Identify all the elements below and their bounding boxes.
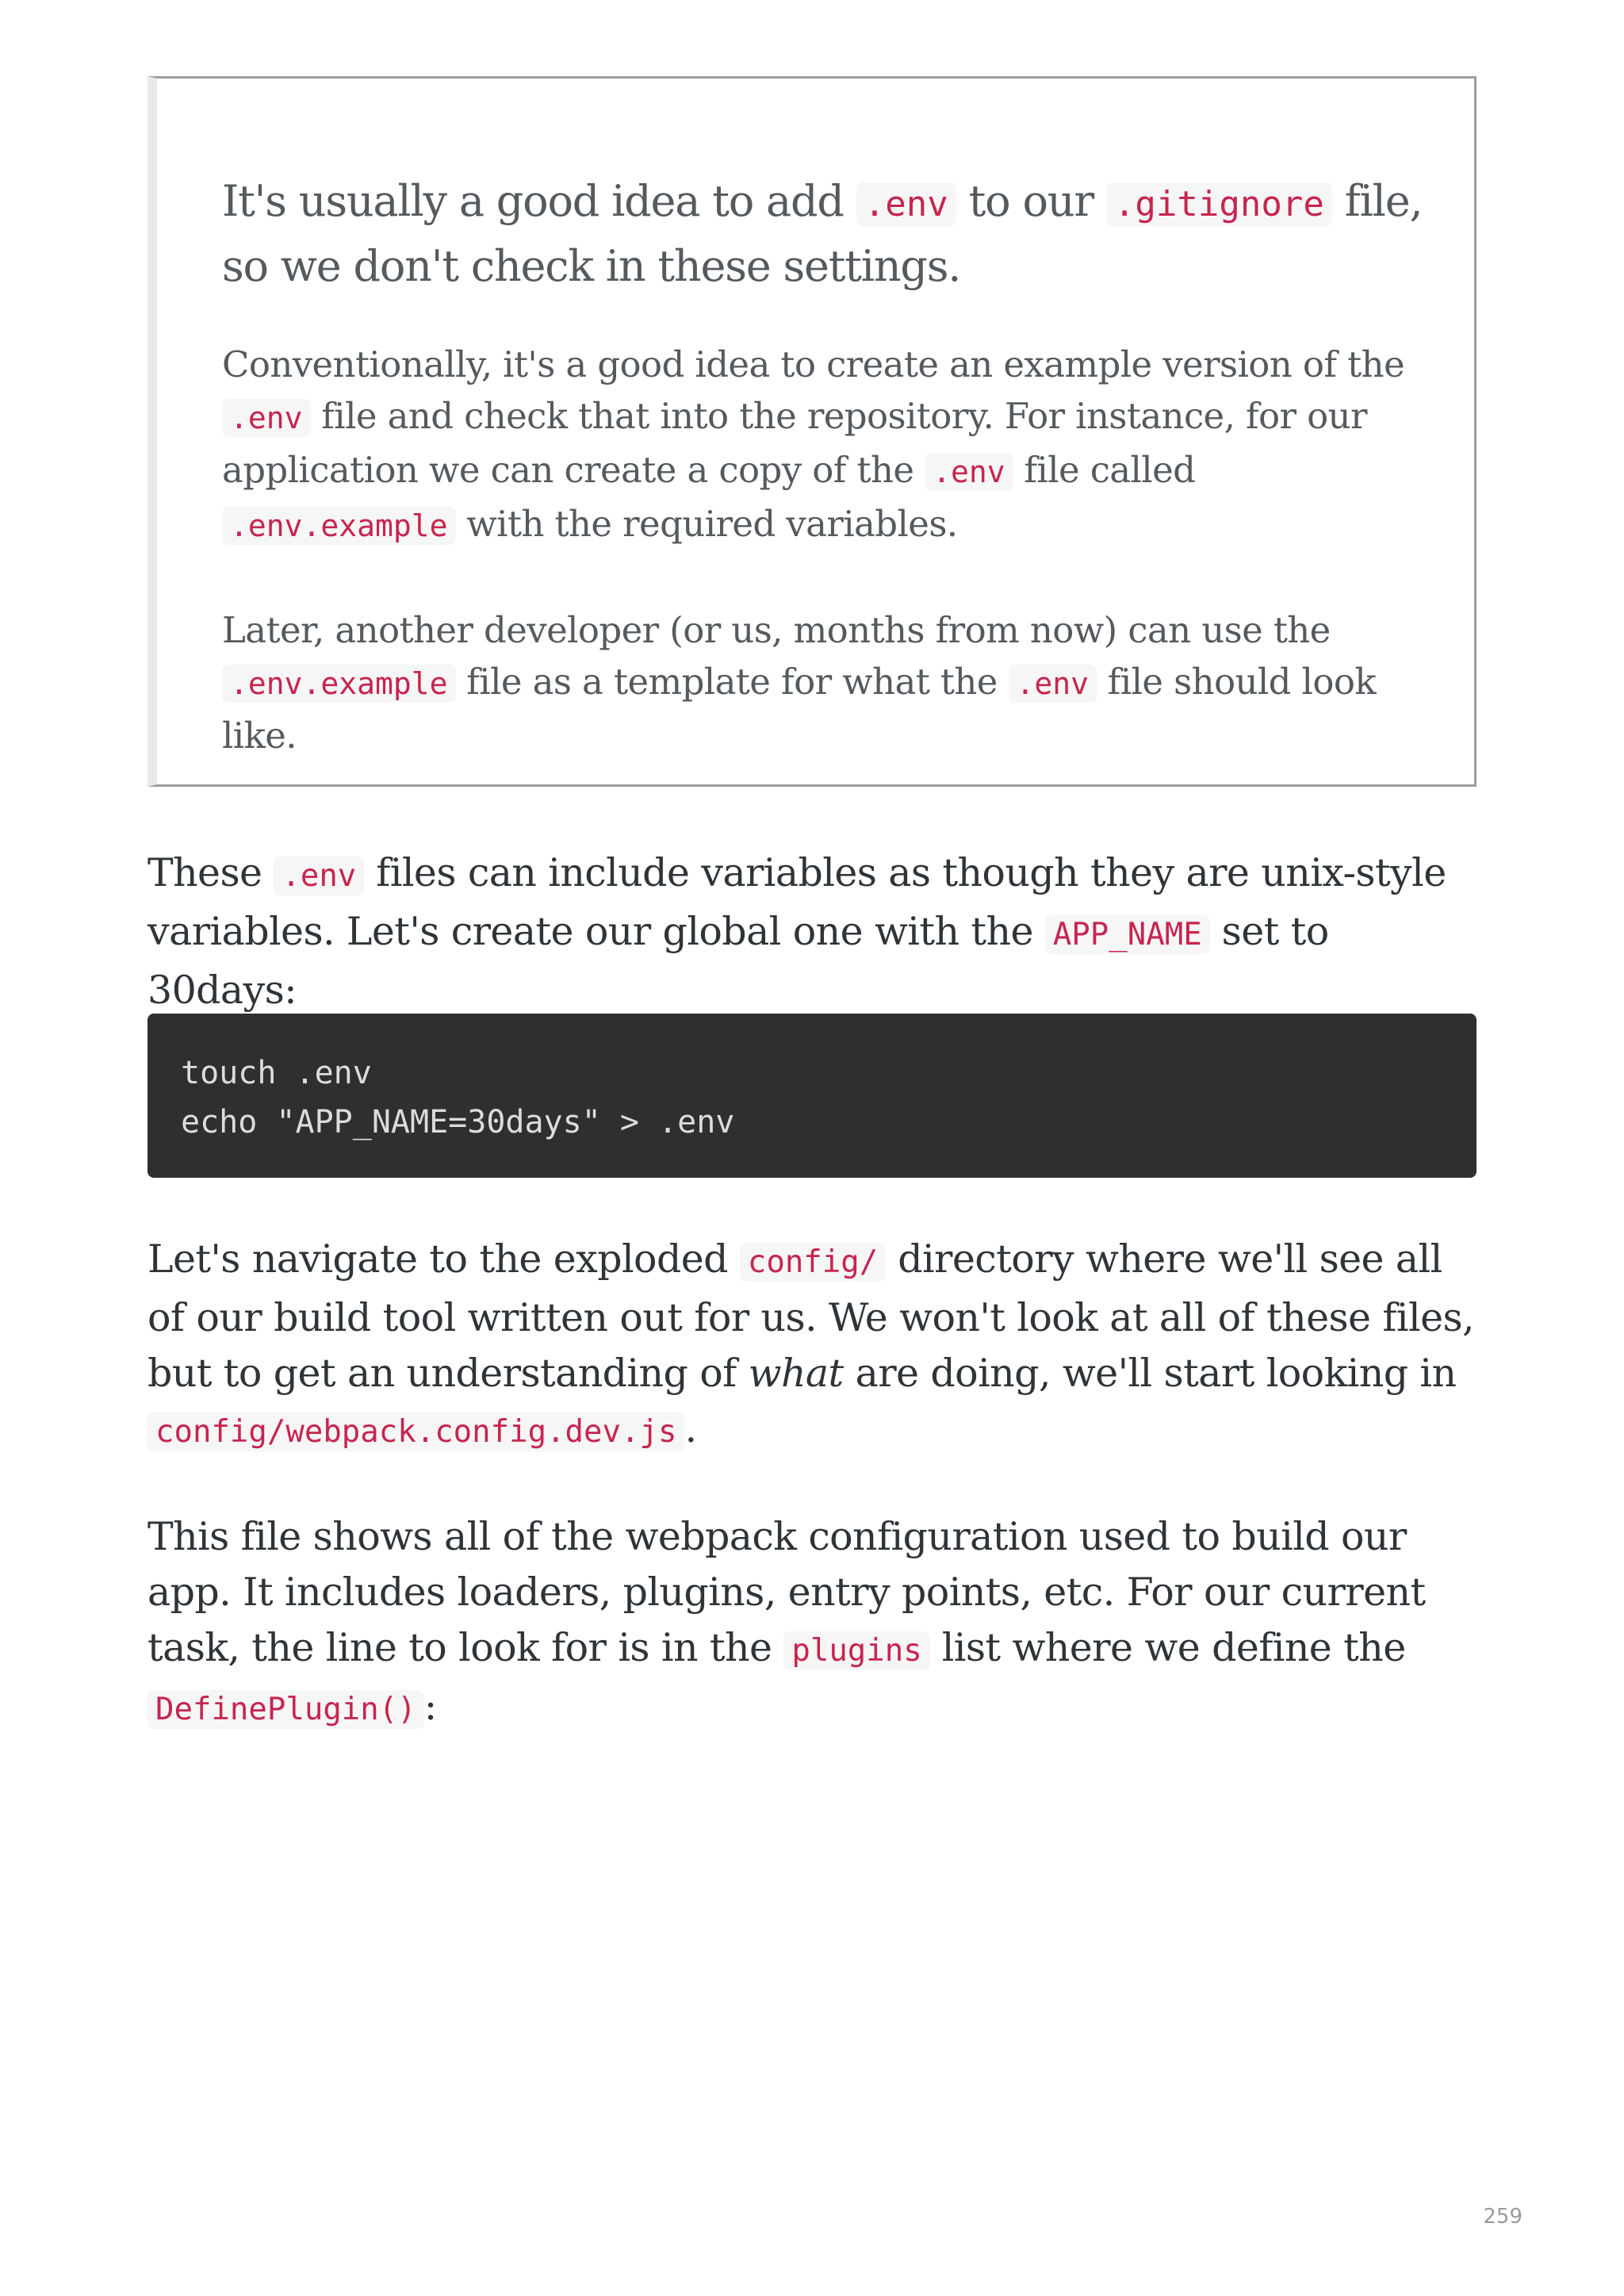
inline-code: .env [856, 182, 956, 226]
tip-paragraph [222, 339, 1427, 552]
code-line: echo "APP_NAME=30days" > .env [181, 1104, 735, 1140]
emphasis-text: what [748, 1351, 844, 1396]
text-run: are doing, we'll start looking in [843, 1351, 1457, 1396]
inline-code: .gitignore [1106, 182, 1332, 226]
text-run: list where we define the [929, 1625, 1406, 1670]
inline-code: .env.example [222, 665, 456, 703]
inline-code: plugins [783, 1631, 929, 1670]
text-run: Let's navigate to the exploded [147, 1236, 740, 1282]
text-run: Later, another developer (or us, months from now) can use the [222, 609, 1331, 651]
tip-callout [147, 76, 1477, 787]
text-run: to our [956, 176, 1106, 226]
inline-code: .env [925, 453, 1013, 491]
text-run: file, so we don't check in these settings. [222, 176, 1423, 291]
text-run: with the required variables. [455, 503, 958, 545]
text-run: file called [1013, 449, 1196, 491]
text-run: directory where we'll see all of our build tool written out for us. We won't look at all of these files, but to get an understanding of [147, 1236, 1474, 1396]
tip-lead-text [222, 171, 1427, 297]
inline-code: APP_NAME [1045, 915, 1210, 954]
text-run: : [423, 1684, 437, 1729]
inline-code: config/webpack.config.dev.js [147, 1412, 684, 1451]
text-run: These [147, 850, 274, 895]
text-run: file and check that into the repository. For instance, for our application we can create a copy of the [222, 395, 1367, 491]
text-run: Conventionally, it's a good idea to create an example version of the [222, 343, 1405, 385]
text-run: This file shows all of the webpack configuration used to build our app. It includes loaders, plugins, entry points, etc. For our current task, the line to look for is in the [147, 1514, 1426, 1670]
inline-code: .env [1009, 665, 1097, 703]
body-paragraph [147, 845, 1477, 1018]
text-run: . [684, 1406, 697, 1451]
text-run: file as a template for what the [455, 661, 1009, 703]
body-paragraph [147, 1509, 1477, 1738]
page-number: 259 [1483, 2205, 1522, 2229]
inline-code: .env [274, 857, 364, 895]
inline-code: config/ [740, 1243, 886, 1282]
inline-code: DefinePlugin() [147, 1690, 424, 1729]
text-run: files can include variables as though they are unix-style variables. Let's create our global one with the [147, 850, 1446, 954]
text-run: file should look like. [222, 661, 1376, 757]
body-paragraph [147, 1232, 1477, 1460]
inline-code: .env.example [222, 507, 456, 545]
code-block [147, 1014, 1477, 1178]
tip-paragraph [222, 604, 1427, 761]
text-run: set to 30days: [147, 909, 1329, 1013]
code-line: touch .env [181, 1055, 372, 1091]
tip-callout-content [222, 171, 1427, 761]
inline-code: .env [222, 399, 311, 437]
text-run: It's usually a good idea to add [222, 176, 856, 226]
